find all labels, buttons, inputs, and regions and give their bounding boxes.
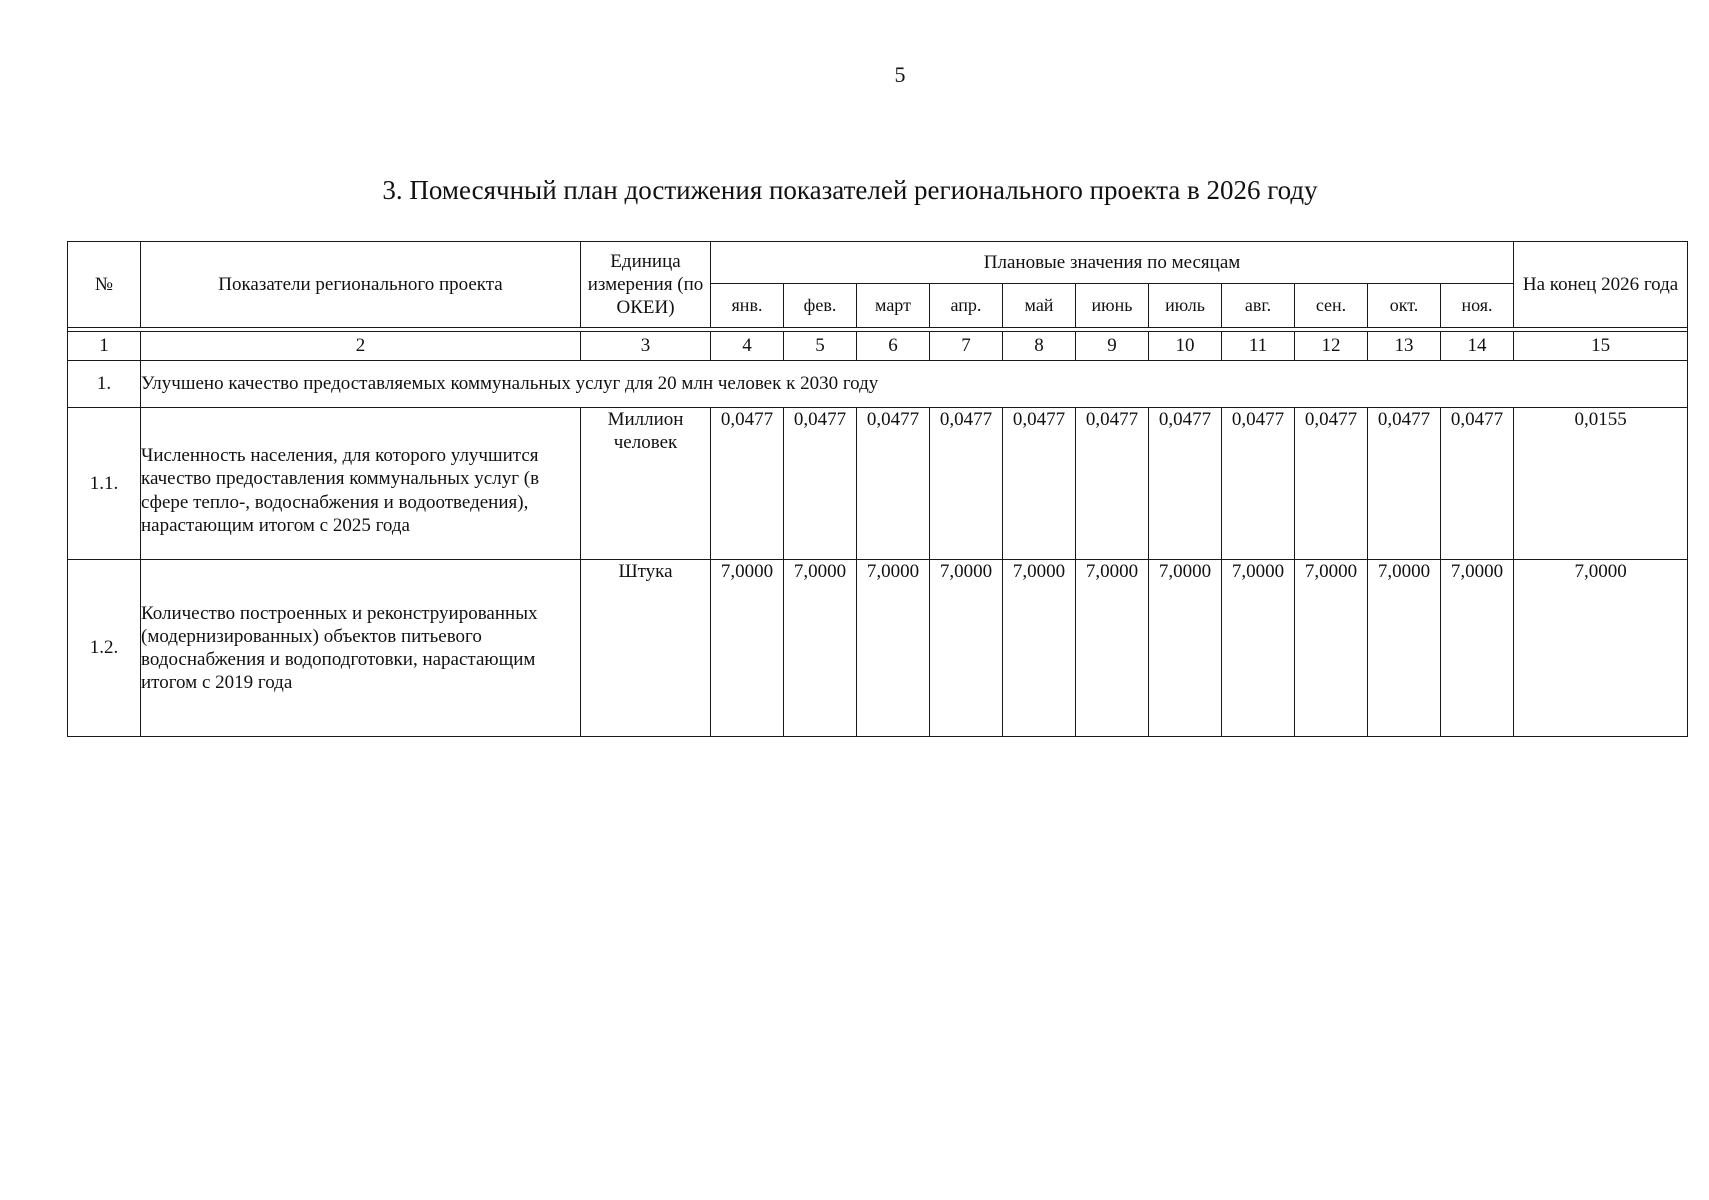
month-value: 0,0477 <box>1441 408 1514 560</box>
column-number: 7 <box>930 332 1003 361</box>
column-number: 14 <box>1441 332 1514 361</box>
month-value: 7,0000 <box>1368 560 1441 737</box>
header-year-end: На конец 2026 года <box>1514 242 1688 328</box>
month-value: 0,0477 <box>857 408 930 560</box>
header-unit: Единица измерения (по ОКЕИ) <box>581 242 711 328</box>
month-value: 7,0000 <box>930 560 1003 737</box>
month-value: 7,0000 <box>1295 560 1368 737</box>
column-number: 6 <box>857 332 930 361</box>
header-no: № <box>68 242 141 328</box>
month-value: 0,0477 <box>1003 408 1076 560</box>
goal-row <box>68 361 1688 408</box>
header-month: янв. <box>711 284 784 328</box>
monthly-plan-table <box>67 241 1688 737</box>
month-value: 7,0000 <box>1076 560 1149 737</box>
column-number: 1 <box>68 332 141 361</box>
indicator-name: Количество построенных и реконструированных (модернизированных) объектов питьевого водоснабжения и водоподготовки, нарастающим итогом с 2019 года <box>141 560 581 737</box>
column-number: 8 <box>1003 332 1076 361</box>
goal-number: 1. <box>68 361 141 408</box>
column-numbers-row <box>68 332 1688 361</box>
indicator-unit: Штука <box>581 560 711 737</box>
column-number: 10 <box>1149 332 1222 361</box>
indicator-name: Численность населения, для которого улучшится качество предоставления коммунальных услуг (в сфере тепло-, водоснабжения и водоотведения), нарастающим итогом с 2025 года <box>141 408 581 560</box>
indicator-unit: Миллион человек <box>581 408 711 560</box>
column-number: 2 <box>141 332 581 361</box>
month-value: 7,0000 <box>1003 560 1076 737</box>
month-value: 7,0000 <box>1441 560 1514 737</box>
page-number: 5 <box>894 62 906 87</box>
column-number: 15 <box>1514 332 1688 361</box>
document-title: 3. Помесячный план достижения показателей регионального проекта в 2026 году <box>382 175 1318 205</box>
column-number: 3 <box>581 332 711 361</box>
header-month: ноя. <box>1441 284 1514 328</box>
header-month: май <box>1003 284 1076 328</box>
header-month: июнь <box>1076 284 1149 328</box>
year-end-value: 7,0000 <box>1514 560 1688 737</box>
month-value: 0,0477 <box>1222 408 1295 560</box>
month-value: 0,0477 <box>1368 408 1441 560</box>
column-number: 5 <box>784 332 857 361</box>
column-number: 12 <box>1295 332 1368 361</box>
header-month: авг. <box>1222 284 1295 328</box>
month-value: 7,0000 <box>1149 560 1222 737</box>
month-value: 7,0000 <box>857 560 930 737</box>
header-month: фев. <box>784 284 857 328</box>
month-value: 0,0477 <box>784 408 857 560</box>
month-value: 0,0477 <box>711 408 784 560</box>
column-number: 9 <box>1076 332 1149 361</box>
year-end-value: 0,0155 <box>1514 408 1688 560</box>
column-number: 13 <box>1368 332 1441 361</box>
month-value: 0,0477 <box>1295 408 1368 560</box>
header-month: окт. <box>1368 284 1441 328</box>
header-planned-values: Плановые значения по месяцам <box>711 242 1514 284</box>
indicator-number: 1.1. <box>68 408 141 560</box>
month-value: 0,0477 <box>930 408 1003 560</box>
indicator-row-1-1 <box>68 408 1688 560</box>
header-indicator: Показатели регионального проекта <box>141 242 581 328</box>
header-month: сен. <box>1295 284 1368 328</box>
goal-text: Улучшено качество предоставляемых коммунальных услуг для 20 млн человек к 2030 году <box>141 361 1688 408</box>
month-value: 0,0477 <box>1076 408 1149 560</box>
header-month: июль <box>1149 284 1222 328</box>
column-number: 11 <box>1222 332 1295 361</box>
month-value: 7,0000 <box>711 560 784 737</box>
header-month: апр. <box>930 284 1003 328</box>
month-value: 0,0477 <box>1149 408 1222 560</box>
column-number: 4 <box>711 332 784 361</box>
header-month: март <box>857 284 930 328</box>
indicator-number: 1.2. <box>68 560 141 737</box>
header-row <box>68 242 1688 284</box>
indicator-row-1-2 <box>68 560 1688 737</box>
month-value: 7,0000 <box>784 560 857 737</box>
month-value: 7,0000 <box>1222 560 1295 737</box>
